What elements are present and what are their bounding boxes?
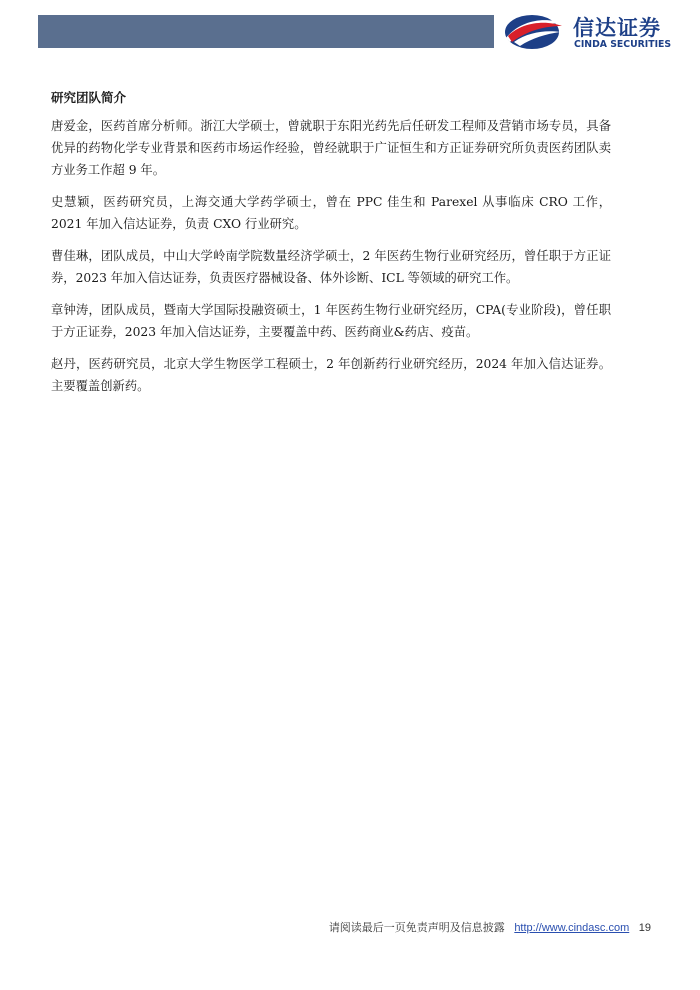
bio-paragraph: 曹佳琳，团队成员，中山大学岭南学院数量经济学硕士，2 年医药生物行业研究经历，曾任职于方正证券，2023 年加入信达证券，负责医疗器械设备、体外诊断、ICL 等领域的研究工作。 (51, 249, 611, 285)
bio-paragraph: 赵丹，医药研究员，北京大学生物医学工程硕士，2 年创新药行业研究经历，2024 年加入信达证券。主要覆盖创新药。 (51, 357, 611, 393)
footer-disclaimer: 请阅读最后一页免责声明及信息披露 (328, 921, 505, 934)
cinda-logo-icon (502, 12, 566, 52)
footer (329, 919, 651, 935)
bio-paragraph: 史慧颖，医药研究员，上海交通大学药学硕士，曾在 PPC 佳生和 Parexel 从事临床 CRO 工作，2021 年加入信达证券，负责 CXO 行业研究。 (51, 195, 611, 231)
section-title: 研究团队简介 (51, 90, 127, 105)
logo-chinese-name: 信达证券 (573, 16, 661, 40)
footer-website-link[interactable]: http://www.cindasc.com (514, 922, 630, 934)
bio-paragraph: 唐爱金，医药首席分析师。浙江大学硕士，曾就职于东阳光药先后任研发工程师及营销市场专员，具备优异的药物化学专业背景和医药市场运作经验，曾经就职于广证恒生和方正证券研究所负责医药团队卖方业务工作超 9 年。 (51, 119, 611, 177)
logo-english-name: CINDA SECURITIES (574, 39, 672, 50)
company-logo (502, 12, 682, 52)
header-bar (38, 15, 494, 48)
team-bios (51, 115, 611, 407)
page-number: 19 (638, 922, 651, 934)
bio-paragraph: 章钟涛，团队成员，暨南大学国际投融资硕士，1 年医药生物行业研究经历，CPA(专业阶段)，曾任职于方正证券，2023 年加入信达证券，主要覆盖中药、医药商业&药店、疫苗。 (51, 303, 611, 339)
